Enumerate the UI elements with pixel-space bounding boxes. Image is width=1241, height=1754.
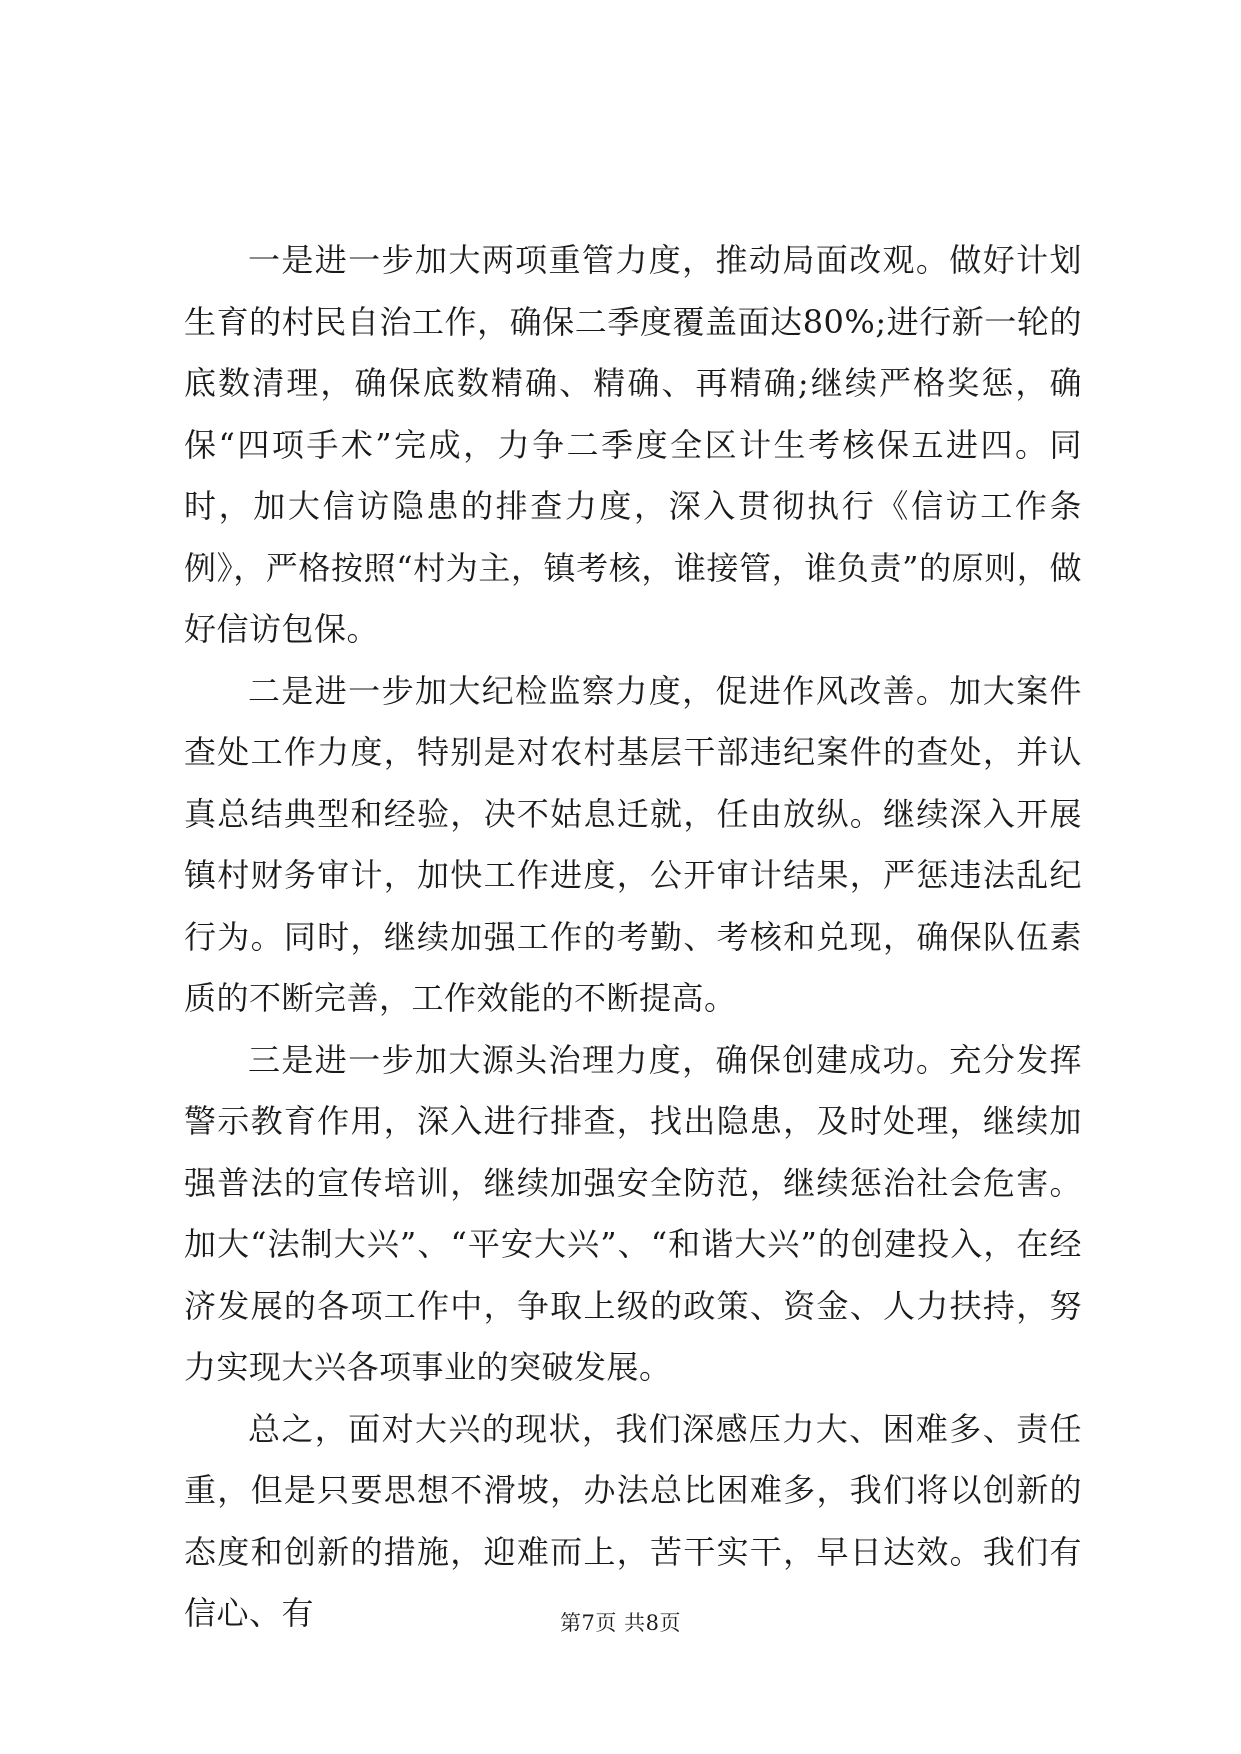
document-body <box>184 230 1082 1645</box>
paragraph-2: 二是进一步加大纪检监察力度，促进作风改善。加大案件查处工作力度，特别是对农村基层干部违纪案件的查处，并认真总结典型和经验，决不姑息迁就，任由放纵。继续深入开展镇村财务审计，加快工作进度，公开审计结果，严惩违法乱纪行为。同时，继续加强工作的考勤、考核和兑现，确保队伍素质的不断完善，工作效能的不断提高。 <box>184 671 1082 1017</box>
paragraph-4: 总之，面对大兴的现状，我们深感压力大、困难多、责任重，但是只要思想不滑坡，办法总比困难多，我们将以创新的态度和创新的措施，迎难而上，苦干实干，早日达效。我们有信心、有 <box>184 1409 1082 1632</box>
paragraph-3: 三是进一步加大源头治理力度，确保创建成功。充分发挥警示教育作用，深入进行排查，找出隐患，及时处理，继续加强普法的宣传培训，继续加强安全防范，继续惩治社会危害。加大“法制大兴”、“平安大兴”、“和谐大兴”的创建投入，在经济发展的各项工作中，争取上级的政策、资金、人力扶持，努力实现大兴各项事业的突破发展。 <box>184 1040 1082 1386</box>
paragraph-1: 一是进一步加大两项重管力度，推动局面改观。做好计划生育的村民自治工作，确保二季度覆盖面达80%;进行新一轮的底数清理，确保底数精确、精确、再精确;继续严格奖惩，确保“四项手术”完成，力争二季度全区计生考核保五进四。同时，加大信访隐患的排查力度，深入贯彻执行《信访工作条例》，严格按照“村为主，镇考核，谁接管，谁负责”的原则，做好信访包保。 <box>184 241 1082 648</box>
page-number-footer: 第7页 共8页 <box>560 1611 681 1635</box>
